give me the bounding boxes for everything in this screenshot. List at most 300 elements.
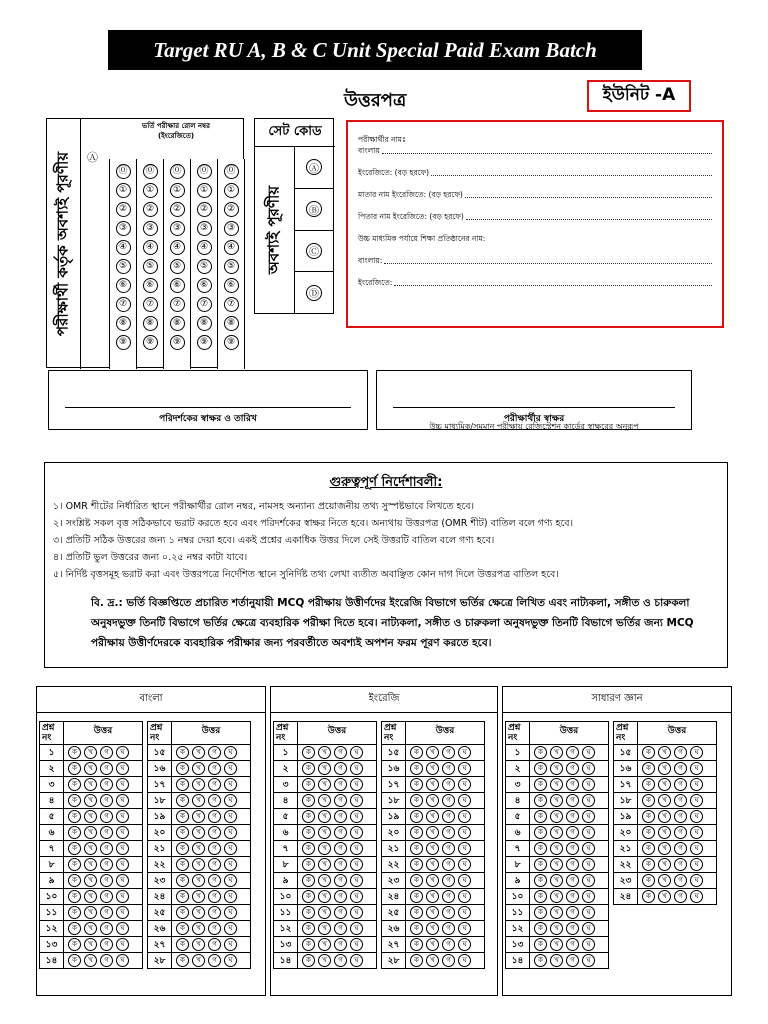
answer-option-bubble[interactable]: গ [566,954,579,967]
answer-option-bubble[interactable]: ক [410,858,423,871]
answer-option-bubble[interactable]: ক [534,762,547,775]
answer-option-bubble[interactable]: ক [176,778,189,791]
answer-option-bubble[interactable]: খ [318,746,331,759]
answer-option-bubble[interactable]: ঘ [224,746,237,759]
answer-option-bubble[interactable]: খ [658,762,671,775]
answer-option-bubble[interactable]: খ [426,746,439,759]
answer-option-bubble[interactable]: খ [550,858,563,871]
answer-option-bubble[interactable]: ক [534,746,547,759]
roll-digit-bubble[interactable]: ⑥ [224,278,239,293]
answer-option-bubble[interactable]: গ [334,746,347,759]
roll-digit-bubble[interactable]: ⑤ [143,259,158,274]
answer-option-bubble[interactable]: ঘ [224,922,237,935]
roll-digit-bubble[interactable]: ④ [170,240,185,255]
answer-option-bubble[interactable]: ঘ [224,906,237,919]
invigilator-signature-box[interactable] [48,370,368,430]
answer-option-bubble[interactable]: ঘ [224,954,237,967]
answer-option-bubble[interactable]: ঘ [458,826,471,839]
answer-option-bubble[interactable]: খ [318,794,331,807]
answer-option-bubble[interactable]: ক [176,890,189,903]
answer-option-bubble[interactable]: খ [426,938,439,951]
answer-option-bubble[interactable]: ক [410,826,423,839]
answer-option-bubble[interactable]: ক [410,954,423,967]
answer-option-bubble[interactable]: গ [334,762,347,775]
answer-option-bubble[interactable]: ঘ [350,746,363,759]
answer-option-bubble[interactable]: ক [534,906,547,919]
answer-option-bubble[interactable]: গ [566,826,579,839]
answer-option-bubble[interactable]: খ [192,746,205,759]
answer-option-bubble[interactable]: গ [442,826,455,839]
roll-digit-bubble[interactable]: ⑦ [170,297,185,312]
answer-option-bubble[interactable]: গ [674,874,687,887]
roll-digit-bubble[interactable]: ⓪ [224,164,239,179]
answer-option-bubble[interactable]: গ [208,890,221,903]
roll-digit-bubble[interactable]: ① [224,183,239,198]
answer-option-bubble[interactable]: ঘ [458,954,471,967]
answer-option-bubble[interactable]: ক [68,890,81,903]
answer-option-bubble[interactable]: ঘ [350,922,363,935]
answer-option-bubble[interactable]: ক [410,794,423,807]
answer-option-bubble[interactable]: ঘ [458,938,471,951]
answer-option-bubble[interactable]: ঘ [458,906,471,919]
roll-digit-bubble[interactable]: ⑨ [116,335,131,350]
answer-option-bubble[interactable]: ঘ [690,874,703,887]
answer-option-bubble[interactable]: ক [176,906,189,919]
answer-option-bubble[interactable]: গ [566,778,579,791]
answer-option-bubble[interactable]: ক [410,938,423,951]
answer-option-bubble[interactable]: ক [68,762,81,775]
answer-option-bubble[interactable]: খ [550,810,563,823]
roll-digit-bubble[interactable]: ⑦ [224,297,239,312]
roll-digit-bubble[interactable]: ⑦ [197,297,212,312]
answer-option-bubble[interactable]: ক [410,890,423,903]
answer-option-bubble[interactable]: ঘ [224,938,237,951]
answer-option-bubble[interactable]: গ [566,794,579,807]
answer-option-bubble[interactable]: গ [566,906,579,919]
answer-option-bubble[interactable]: গ [100,794,113,807]
answer-option-bubble[interactable]: খ [658,858,671,871]
roll-digit-bubble[interactable]: ⓪ [197,164,212,179]
answer-option-bubble[interactable]: ঘ [582,842,595,855]
answer-option-bubble[interactable]: ক [302,778,315,791]
roll-digit-bubble[interactable]: ④ [143,240,158,255]
roll-digit-bubble[interactable]: ⑧ [143,316,158,331]
answer-option-bubble[interactable]: খ [658,826,671,839]
set-code-option[interactable]: Ⓑ [295,189,333,231]
answer-option-bubble[interactable]: ক [302,890,315,903]
answer-option-bubble[interactable]: খ [550,954,563,967]
answer-option-bubble[interactable]: খ [318,842,331,855]
answer-option-bubble[interactable]: ক [534,858,547,871]
answer-option-bubble[interactable]: খ [318,954,331,967]
roll-digit-bubble[interactable]: ⑧ [197,316,212,331]
answer-option-bubble[interactable]: ঘ [458,810,471,823]
roll-digit-bubble[interactable]: ⑨ [197,335,212,350]
answer-option-bubble[interactable]: ঘ [224,778,237,791]
answer-option-bubble[interactable]: গ [334,890,347,903]
answer-option-bubble[interactable]: ক [176,842,189,855]
answer-option-bubble[interactable]: ক [410,762,423,775]
answer-option-bubble[interactable]: ক [410,874,423,887]
answer-option-bubble[interactable]: খ [550,938,563,951]
set-code-option[interactable]: Ⓐ [295,147,333,189]
answer-option-bubble[interactable]: ঘ [458,858,471,871]
answer-option-bubble[interactable]: ক [176,938,189,951]
answer-option-bubble[interactable]: ঘ [116,778,129,791]
answer-option-bubble[interactable]: ক [410,810,423,823]
answer-option-bubble[interactable]: ক [410,922,423,935]
answer-option-bubble[interactable]: ক [534,938,547,951]
answer-option-bubble[interactable]: ক [302,762,315,775]
answer-option-bubble[interactable]: খ [426,842,439,855]
answer-option-bubble[interactable]: খ [426,778,439,791]
answer-option-bubble[interactable]: ক [176,810,189,823]
answer-option-bubble[interactable]: ক [68,874,81,887]
answer-option-bubble[interactable]: খ [550,778,563,791]
answer-option-bubble[interactable]: গ [442,762,455,775]
answer-option-bubble[interactable]: খ [550,874,563,887]
name-english-field[interactable]: ইংরেজিতে: (বড় হরফে) [358,167,712,178]
answer-option-bubble[interactable]: ক [302,826,315,839]
answer-option-bubble[interactable]: খ [658,794,671,807]
answer-option-bubble[interactable]: খ [192,906,205,919]
answer-option-bubble[interactable]: ঘ [350,842,363,855]
answer-option-bubble[interactable]: গ [566,810,579,823]
answer-option-bubble[interactable]: গ [100,842,113,855]
answer-option-bubble[interactable]: খ [192,874,205,887]
answer-option-bubble[interactable]: ক [68,954,81,967]
answer-option-bubble[interactable]: খ [318,890,331,903]
answer-option-bubble[interactable]: গ [208,762,221,775]
answer-option-bubble[interactable]: গ [208,746,221,759]
answer-option-bubble[interactable]: ঘ [224,762,237,775]
answer-option-bubble[interactable]: খ [426,890,439,903]
answer-option-bubble[interactable]: গ [100,746,113,759]
roll-digit-bubble[interactable]: ② [224,202,239,217]
answer-option-bubble[interactable]: ক [534,842,547,855]
answer-option-bubble[interactable]: খ [84,906,97,919]
answer-option-bubble[interactable]: খ [550,890,563,903]
answer-option-bubble[interactable]: গ [674,778,687,791]
answer-option-bubble[interactable]: ঘ [458,762,471,775]
answer-option-bubble[interactable]: গ [100,858,113,871]
roll-digit-bubble[interactable]: ② [143,202,158,217]
answer-option-bubble[interactable]: ক [642,762,655,775]
roll-digit-bubble[interactable]: ⑤ [197,259,212,274]
answer-option-bubble[interactable]: ঘ [582,938,595,951]
answer-option-bubble[interactable]: খ [84,778,97,791]
answer-option-bubble[interactable]: ক [176,874,189,887]
answer-option-bubble[interactable]: ঘ [582,874,595,887]
answer-option-bubble[interactable]: ঘ [350,938,363,951]
answer-option-bubble[interactable]: ঘ [116,794,129,807]
answer-option-bubble[interactable]: খ [426,874,439,887]
answer-option-bubble[interactable]: গ [442,842,455,855]
answer-option-bubble[interactable]: গ [334,826,347,839]
answer-option-bubble[interactable]: গ [674,842,687,855]
answer-option-bubble[interactable]: খ [84,874,97,887]
roll-digit-bubble[interactable]: ⓪ [143,164,158,179]
answer-option-bubble[interactable]: গ [566,842,579,855]
answer-option-bubble[interactable]: খ [84,938,97,951]
answer-option-bubble[interactable]: ঘ [582,858,595,871]
answer-option-bubble[interactable]: গ [334,906,347,919]
answer-option-bubble[interactable]: খ [550,826,563,839]
answer-option-bubble[interactable]: গ [442,778,455,791]
answer-option-bubble[interactable]: ক [176,922,189,935]
answer-option-bubble[interactable]: ঘ [116,746,129,759]
roll-digit-bubble[interactable]: ⑧ [116,316,131,331]
answer-option-bubble[interactable]: গ [334,842,347,855]
answer-option-bubble[interactable]: গ [442,890,455,903]
answer-option-bubble[interactable]: ঘ [458,778,471,791]
answer-option-bubble[interactable]: গ [674,794,687,807]
answer-option-bubble[interactable]: গ [208,778,221,791]
answer-option-bubble[interactable]: গ [566,874,579,887]
roll-digit-bubble[interactable]: ⓪ [116,164,131,179]
answer-option-bubble[interactable]: গ [566,938,579,951]
answer-option-bubble[interactable]: গ [208,842,221,855]
answer-option-bubble[interactable]: ঘ [116,810,129,823]
roll-digit-bubble[interactable]: ③ [170,221,185,236]
answer-option-bubble[interactable]: ক [642,778,655,791]
answer-option-bubble[interactable]: খ [550,794,563,807]
answer-option-bubble[interactable]: ক [410,842,423,855]
answer-option-bubble[interactable]: ঘ [690,826,703,839]
answer-option-bubble[interactable]: ঘ [690,794,703,807]
answer-option-bubble[interactable]: ঘ [690,858,703,871]
answer-option-bubble[interactable]: ক [642,826,655,839]
answer-option-bubble[interactable]: খ [84,810,97,823]
answer-option-bubble[interactable]: গ [674,890,687,903]
answer-option-bubble[interactable]: ঘ [116,858,129,871]
answer-option-bubble[interactable]: গ [334,922,347,935]
answer-option-bubble[interactable]: ঘ [350,906,363,919]
father-name-field[interactable]: পিতার নাম ইংরেজিতে: (বড় হরফে) [358,211,712,222]
answer-option-bubble[interactable]: খ [192,794,205,807]
answer-option-bubble[interactable]: গ [100,890,113,903]
answer-option-bubble[interactable]: ক [534,794,547,807]
roll-digit-bubble[interactable]: ③ [197,221,212,236]
mother-name-field[interactable]: মাতার নাম ইংরেজিতে: (বড় হরফে) [358,189,712,200]
answer-option-bubble[interactable]: খ [318,922,331,935]
answer-option-bubble[interactable]: গ [208,954,221,967]
answer-option-bubble[interactable]: ক [302,938,315,951]
answer-option-bubble[interactable]: গ [100,778,113,791]
answer-option-bubble[interactable]: ঘ [350,826,363,839]
answer-option-bubble[interactable]: ক [68,842,81,855]
answer-option-bubble[interactable]: ক [534,810,547,823]
answer-option-bubble[interactable]: গ [334,810,347,823]
answer-option-bubble[interactable]: খ [550,922,563,935]
roll-digit-bubble[interactable]: ⑨ [170,335,185,350]
answer-option-bubble[interactable]: ঘ [224,858,237,871]
answer-option-bubble[interactable]: ঘ [582,794,595,807]
answer-option-bubble[interactable]: গ [442,810,455,823]
answer-option-bubble[interactable]: ক [68,826,81,839]
answer-option-bubble[interactable]: ক [534,778,547,791]
set-code-option[interactable]: Ⓒ [295,231,333,273]
answer-option-bubble[interactable]: গ [208,810,221,823]
roll-digit-bubble[interactable]: ② [197,202,212,217]
answer-option-bubble[interactable]: খ [658,778,671,791]
answer-option-bubble[interactable]: ক [534,874,547,887]
roll-digit-bubble[interactable]: ① [116,183,131,198]
answer-option-bubble[interactable]: ঘ [224,890,237,903]
answer-option-bubble[interactable]: ঘ [582,826,595,839]
answer-option-bubble[interactable]: ঘ [582,778,595,791]
answer-option-bubble[interactable]: ক [534,890,547,903]
roll-digit-bubble[interactable]: ① [197,183,212,198]
answer-option-bubble[interactable]: গ [334,858,347,871]
answer-option-bubble[interactable]: গ [674,810,687,823]
answer-option-bubble[interactable]: গ [334,874,347,887]
answer-option-bubble[interactable]: খ [426,810,439,823]
answer-option-bubble[interactable]: গ [208,826,221,839]
answer-option-bubble[interactable]: ক [642,890,655,903]
answer-option-bubble[interactable]: খ [550,842,563,855]
answer-option-bubble[interactable]: গ [442,874,455,887]
answer-option-bubble[interactable]: গ [334,938,347,951]
answer-option-bubble[interactable]: খ [192,762,205,775]
answer-option-bubble[interactable]: গ [100,922,113,935]
answer-option-bubble[interactable]: ক [642,746,655,759]
roll-digit-bubble[interactable]: ⑥ [170,278,185,293]
answer-option-bubble[interactable]: ঘ [690,842,703,855]
roll-digit-bubble[interactable]: ⑦ [143,297,158,312]
answer-option-bubble[interactable]: ক [302,858,315,871]
answer-option-bubble[interactable]: ঘ [458,794,471,807]
answer-option-bubble[interactable]: গ [566,762,579,775]
answer-option-bubble[interactable]: ক [642,810,655,823]
roll-digit-bubble[interactable]: ④ [116,240,131,255]
answer-option-bubble[interactable]: গ [674,826,687,839]
institution-english-field[interactable]: ইংরেজিতে: [358,277,712,288]
answer-option-bubble[interactable]: খ [658,842,671,855]
answer-option-bubble[interactable]: ঘ [690,746,703,759]
answer-option-bubble[interactable]: ঘ [350,762,363,775]
answer-option-bubble[interactable]: ঘ [116,874,129,887]
roll-digit-bubble[interactable]: ⑨ [143,335,158,350]
answer-option-bubble[interactable]: ক [642,794,655,807]
answer-option-bubble[interactable]: গ [674,858,687,871]
answer-option-bubble[interactable]: ক [534,826,547,839]
answer-option-bubble[interactable]: ক [68,778,81,791]
answer-option-bubble[interactable]: ক [176,858,189,871]
answer-option-bubble[interactable]: ঘ [582,922,595,935]
answer-option-bubble[interactable]: খ [192,938,205,951]
answer-option-bubble[interactable]: ঘ [350,858,363,871]
answer-option-bubble[interactable]: ঘ [458,842,471,855]
answer-option-bubble[interactable]: গ [208,906,221,919]
answer-option-bubble[interactable]: খ [84,842,97,855]
answer-option-bubble[interactable]: খ [426,906,439,919]
answer-option-bubble[interactable]: খ [426,794,439,807]
roll-digit-bubble[interactable]: ⑧ [170,316,185,331]
answer-option-bubble[interactable]: খ [84,890,97,903]
answer-option-bubble[interactable]: ঘ [458,874,471,887]
answer-option-bubble[interactable]: খ [550,906,563,919]
answer-option-bubble[interactable]: ক [302,922,315,935]
answer-option-bubble[interactable]: খ [192,954,205,967]
answer-option-bubble[interactable]: খ [426,858,439,871]
roll-digit-bubble[interactable]: ⑤ [170,259,185,274]
answer-option-bubble[interactable]: ঘ [116,922,129,935]
answer-option-bubble[interactable]: গ [100,954,113,967]
answer-option-bubble[interactable]: ঘ [116,906,129,919]
answer-option-bubble[interactable]: ক [410,906,423,919]
answer-option-bubble[interactable]: ঘ [690,762,703,775]
answer-option-bubble[interactable]: ক [642,842,655,855]
answer-option-bubble[interactable]: ক [68,906,81,919]
answer-option-bubble[interactable]: ক [302,954,315,967]
answer-option-bubble[interactable]: গ [100,762,113,775]
answer-option-bubble[interactable]: ঘ [690,890,703,903]
answer-option-bubble[interactable]: গ [674,746,687,759]
answer-option-bubble[interactable]: ক [68,810,81,823]
roll-digit-bubble[interactable]: ⑤ [224,259,239,274]
answer-option-bubble[interactable]: ঘ [350,890,363,903]
answer-option-bubble[interactable]: ক [68,858,81,871]
answer-option-bubble[interactable]: গ [208,922,221,935]
answer-option-bubble[interactable]: খ [658,890,671,903]
answer-option-bubble[interactable]: গ [442,858,455,871]
answer-option-bubble[interactable]: খ [318,938,331,951]
answer-option-bubble[interactable]: ঘ [690,778,703,791]
answer-option-bubble[interactable]: ঘ [582,810,595,823]
answer-option-bubble[interactable]: গ [208,794,221,807]
answer-option-bubble[interactable]: খ [84,794,97,807]
roll-digit-bubble[interactable]: ⑦ [116,297,131,312]
answer-option-bubble[interactable]: ক [534,954,547,967]
answer-option-bubble[interactable]: গ [566,922,579,935]
institution-bangla-field[interactable]: বাংলায়: [358,255,712,266]
answer-option-bubble[interactable]: ঘ [350,954,363,967]
answer-option-bubble[interactable]: ক [176,794,189,807]
answer-option-bubble[interactable]: ঘ [582,746,595,759]
answer-option-bubble[interactable]: গ [566,746,579,759]
answer-option-bubble[interactable]: ক [410,746,423,759]
answer-option-bubble[interactable]: গ [442,746,455,759]
answer-option-bubble[interactable]: গ [208,874,221,887]
answer-option-bubble[interactable]: ঘ [582,906,595,919]
answer-option-bubble[interactable]: গ [100,938,113,951]
answer-option-bubble[interactable]: গ [566,858,579,871]
answer-option-bubble[interactable]: ক [176,954,189,967]
answer-option-bubble[interactable]: ক [302,874,315,887]
answer-option-bubble[interactable]: খ [318,778,331,791]
roll-digit-bubble[interactable]: ⑥ [197,278,212,293]
answer-option-bubble[interactable]: খ [550,762,563,775]
candidate-signature-box[interactable] [376,370,692,430]
answer-option-bubble[interactable]: ঘ [458,746,471,759]
answer-option-bubble[interactable]: গ [100,874,113,887]
answer-option-bubble[interactable]: ক [68,922,81,935]
roll-digit-bubble[interactable]: ⑨ [224,335,239,350]
answer-option-bubble[interactable]: ঘ [116,890,129,903]
answer-option-bubble[interactable]: খ [318,906,331,919]
answer-option-bubble[interactable]: গ [566,890,579,903]
answer-option-bubble[interactable]: গ [334,778,347,791]
roll-digit-bubble[interactable]: ① [170,183,185,198]
answer-option-bubble[interactable]: ক [410,778,423,791]
answer-option-bubble[interactable]: গ [208,938,221,951]
answer-option-bubble[interactable]: খ [318,874,331,887]
answer-option-bubble[interactable]: ক [302,794,315,807]
answer-option-bubble[interactable]: খ [192,890,205,903]
answer-option-bubble[interactable]: গ [100,810,113,823]
answer-option-bubble[interactable]: ক [302,746,315,759]
